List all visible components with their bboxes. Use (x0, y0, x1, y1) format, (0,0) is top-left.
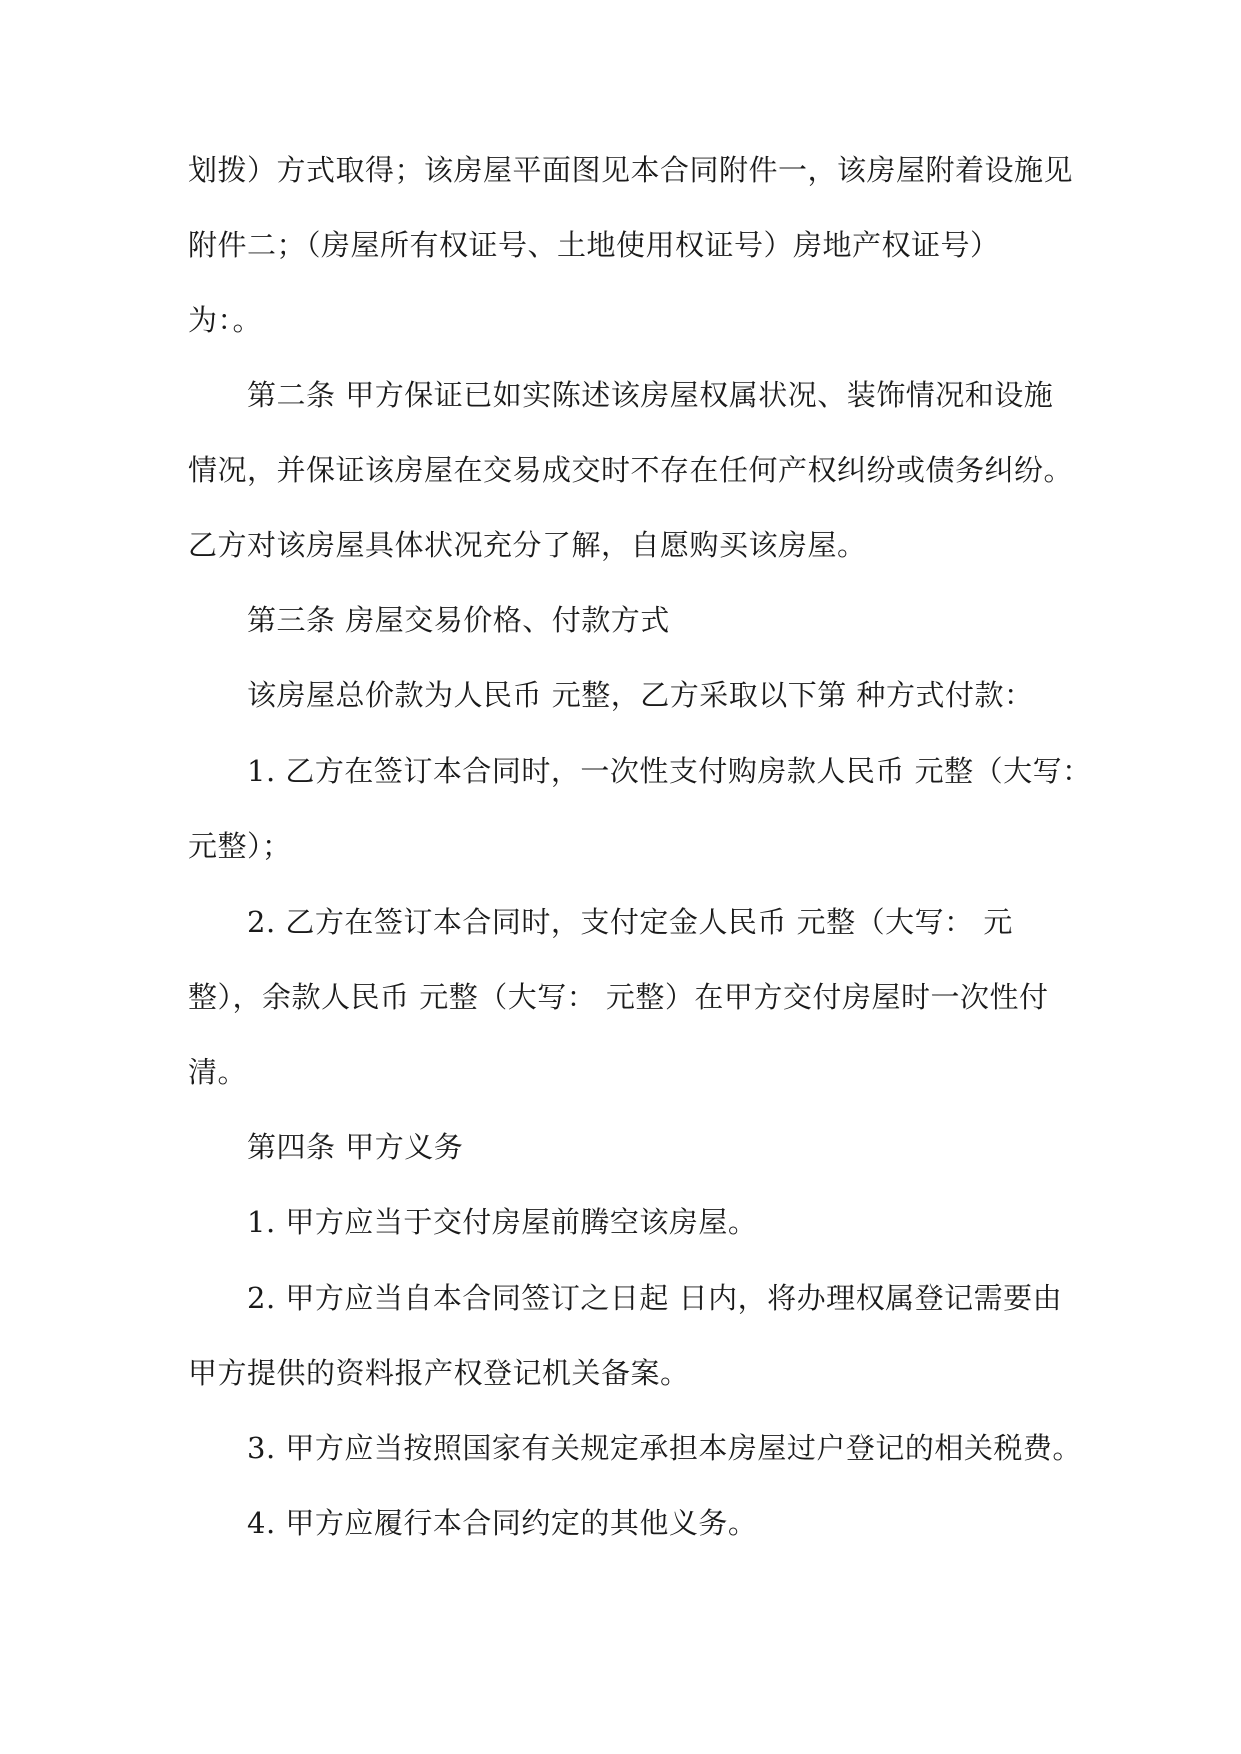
text-line-3: 为：。 (188, 303, 263, 337)
party-a-duty-2: 2. 甲方应当自本合同签订之日起 日内，将办理权属登记需要由 (247, 1281, 1063, 1315)
text-line-6: 乙方对该房屋具体状况充分了解，自愿购买该房屋。 (188, 528, 867, 562)
text-line-2: 附件二；（房屋所有权证号、土地使用权证号）房地产权证号） (188, 228, 1000, 262)
article-2-heading: 第二条 甲方保证已如实陈述该房屋权属状况、装饰情况和设施 (247, 378, 1054, 412)
text-line-13: 清。 (188, 1055, 248, 1089)
text-line-1: 划拨）方式取得；该房屋平面图见本合同附件一，该房屋附着设施见 (188, 153, 1074, 187)
payment-option-1: 1. 乙方在签订本合同时，一次性支付购房款人民币 元整（大写： (247, 754, 1092, 788)
party-a-duty-3: 3. 甲方应当按照国家有关规定承担本房屋过户登记的相关税费。 (247, 1431, 1082, 1465)
article-4-heading: 第四条 甲方义务 (247, 1130, 464, 1164)
text-line-17: 甲方提供的资料报产权登记机关备案。 (188, 1356, 690, 1390)
text-line-8: 该房屋总价款为人民币 元整，乙方采取以下第 种方式付款： (247, 678, 1034, 712)
text-line-12: 整），余款人民币 元整（大写： 元整）在甲方交付房屋时一次性付 (188, 980, 1049, 1014)
party-a-duty-4: 4. 甲方应履行本合同约定的其他义务。 (247, 1506, 758, 1540)
text-line-10: 元整）； (188, 829, 292, 863)
party-a-duty-1: 1. 甲方应当于交付房屋前腾空该房屋。 (247, 1205, 758, 1239)
payment-option-2: 2. 乙方在签订本合同时，支付定金人民币 元整（大写： 元 (247, 905, 1013, 939)
article-3-heading: 第三条 房屋交易价格、付款方式 (247, 603, 670, 637)
text-line-5: 情况，并保证该房屋在交易成交时不存在任何产权纠纷或债务纠纷。 (188, 453, 1074, 487)
